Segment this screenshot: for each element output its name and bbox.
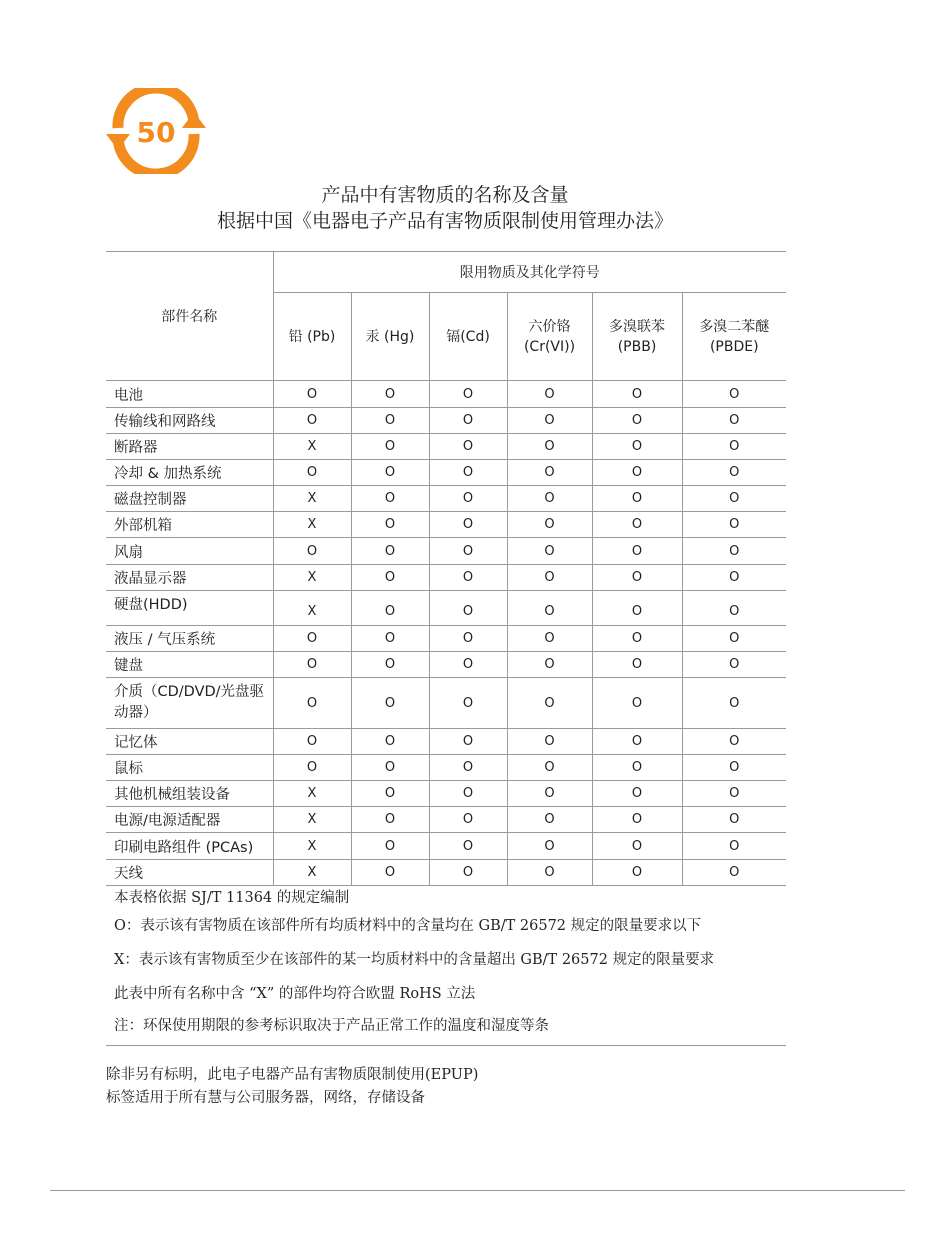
- substance-header: 六价铬 (Cr(VI)): [507, 293, 592, 381]
- table-row: [106, 538, 786, 565]
- compliance-mark-cell: O: [592, 512, 682, 538]
- compliance-mark-cell: O: [592, 565, 682, 591]
- compliance-mark-cell: O: [351, 626, 429, 652]
- table-row: [106, 781, 786, 807]
- table-row: [106, 434, 786, 460]
- part-name-cell: 液压 / 气压系统: [106, 626, 273, 652]
- compliance-mark-cell: O: [592, 781, 682, 807]
- compliance-mark-cell: O: [592, 755, 682, 781]
- compliance-mark-cell: O: [273, 729, 351, 755]
- compliance-mark-cell: O: [273, 408, 351, 434]
- compliance-mark-cell: X: [273, 565, 351, 591]
- substance-group-header: 限用物质及其化学符号: [273, 252, 786, 293]
- compliance-mark-cell: O: [351, 833, 429, 860]
- note-rohs: 此表中所有名称中含 “X” 的部件均符合欧盟 RoHS 立法: [114, 986, 476, 1002]
- part-name-cell: 液晶显示器: [106, 565, 273, 591]
- compliance-mark-cell: O: [592, 460, 682, 486]
- compliance-mark-cell: O: [507, 408, 592, 434]
- compliance-mark-cell: O: [273, 381, 351, 408]
- compliance-mark-cell: O: [429, 565, 507, 591]
- compliance-mark-cell: O: [507, 434, 592, 460]
- compliance-mark-cell: O: [682, 652, 786, 678]
- compliance-mark-cell: O: [507, 381, 592, 408]
- compliance-mark-cell: O: [273, 626, 351, 652]
- compliance-mark-cell: X: [273, 591, 351, 626]
- note-x-meaning: X：表示该有害物质至少在该部件的某一均质材料中的含量超出 GB/T 26572 规定的限量要求: [114, 952, 715, 968]
- compliance-mark-cell: O: [351, 538, 429, 565]
- part-name-cell: 断路器: [106, 434, 273, 460]
- compliance-mark-cell: O: [682, 381, 786, 408]
- compliance-mark-cell: O: [592, 486, 682, 512]
- compliance-mark-cell: O: [682, 486, 786, 512]
- table-row: [106, 381, 786, 408]
- compliance-mark-cell: O: [592, 729, 682, 755]
- compliance-mark-cell: O: [351, 591, 429, 626]
- compliance-mark-cell: O: [351, 860, 429, 886]
- compliance-mark-cell: O: [592, 860, 682, 886]
- table-row: [106, 512, 786, 538]
- part-name-cell: 风扇: [106, 538, 273, 565]
- compliance-mark-cell: O: [429, 860, 507, 886]
- part-name-cell: 记忆体: [106, 729, 273, 755]
- compliance-mark-cell: O: [273, 755, 351, 781]
- compliance-mark-cell: O: [592, 652, 682, 678]
- compliance-mark-cell: O: [507, 538, 592, 565]
- compliance-mark-cell: O: [682, 591, 786, 626]
- compliance-mark-cell: O: [507, 486, 592, 512]
- note-environment: 注：环保使用期限的参考标识取决于产品正常工作的温度和湿度等条: [114, 1018, 549, 1034]
- compliance-mark-cell: O: [682, 729, 786, 755]
- compliance-mark-cell: O: [429, 678, 507, 729]
- part-name-cell: 介质（CD/DVD/光盘驱动器）: [106, 678, 273, 729]
- compliance-mark-cell: O: [682, 860, 786, 886]
- compliance-mark-cell: O: [507, 755, 592, 781]
- part-name-cell: 鼠标: [106, 755, 273, 781]
- compliance-mark-cell: O: [429, 512, 507, 538]
- compliance-mark-cell: O: [429, 729, 507, 755]
- compliance-mark-cell: O: [592, 381, 682, 408]
- table-row: [106, 860, 786, 886]
- part-name-cell: 传输线和网路线: [106, 408, 273, 434]
- compliance-mark-cell: O: [351, 408, 429, 434]
- part-name-cell: 天线: [106, 860, 273, 886]
- compliance-mark-cell: O: [592, 833, 682, 860]
- compliance-mark-cell: O: [507, 565, 592, 591]
- compliance-mark-cell: X: [273, 833, 351, 860]
- compliance-mark-cell: O: [507, 833, 592, 860]
- table-row: [106, 833, 786, 860]
- compliance-mark-cell: O: [429, 381, 507, 408]
- compliance-mark-cell: O: [682, 807, 786, 833]
- compliance-mark-cell: O: [429, 408, 507, 434]
- part-name-cell: 外部机箱: [106, 512, 273, 538]
- part-name-cell: 其他机械组装设备: [106, 781, 273, 807]
- compliance-mark-cell: O: [429, 781, 507, 807]
- compliance-mark-cell: O: [592, 626, 682, 652]
- table-row: [106, 652, 786, 678]
- compliance-mark-cell: O: [351, 807, 429, 833]
- compliance-mark-cell: O: [507, 626, 592, 652]
- compliance-mark-cell: O: [507, 781, 592, 807]
- part-name-cell: 电源/电源适配器: [106, 807, 273, 833]
- compliance-mark-cell: O: [429, 652, 507, 678]
- compliance-mark-cell: O: [429, 833, 507, 860]
- part-name-cell: 磁盘控制器: [106, 486, 273, 512]
- footer-text: [106, 1064, 478, 1110]
- table-row: [106, 591, 786, 626]
- compliance-mark-cell: O: [592, 678, 682, 729]
- compliance-mark-cell: O: [351, 512, 429, 538]
- notes-block: [106, 887, 786, 1046]
- compliance-mark-cell: O: [273, 678, 351, 729]
- compliance-mark-cell: O: [507, 512, 592, 538]
- compliance-mark-cell: X: [273, 781, 351, 807]
- compliance-mark-cell: O: [682, 512, 786, 538]
- compliance-mark-cell: O: [507, 652, 592, 678]
- table-row: [106, 626, 786, 652]
- page-subtitle: 根据中国《电器电子产品有害物质限制使用管理办法》: [216, 210, 673, 232]
- compliance-mark-cell: O: [351, 678, 429, 729]
- compliance-mark-cell: O: [507, 591, 592, 626]
- compliance-mark-cell: O: [429, 486, 507, 512]
- table-row: [106, 729, 786, 755]
- compliance-mark-cell: O: [592, 434, 682, 460]
- compliance-mark-cell: O: [682, 678, 786, 729]
- compliance-mark-cell: O: [682, 408, 786, 434]
- compliance-mark-cell: O: [682, 781, 786, 807]
- table-row: [106, 460, 786, 486]
- part-name-cell: 电池: [106, 381, 273, 408]
- compliance-mark-cell: O: [429, 755, 507, 781]
- compliance-mark-cell: O: [429, 591, 507, 626]
- compliance-mark-cell: O: [682, 626, 786, 652]
- compliance-mark-cell: O: [682, 833, 786, 860]
- table-row: [106, 408, 786, 434]
- compliance-mark-cell: O: [682, 538, 786, 565]
- compliance-mark-cell: X: [273, 860, 351, 886]
- compliance-mark-cell: X: [273, 434, 351, 460]
- compliance-mark-cell: O: [507, 807, 592, 833]
- substance-header: 汞 (Hg): [351, 293, 429, 381]
- compliance-mark-cell: O: [429, 460, 507, 486]
- compliance-mark-cell: O: [507, 729, 592, 755]
- compliance-mark-cell: O: [592, 538, 682, 565]
- compliance-mark-cell: O: [351, 652, 429, 678]
- substance-header: 镉(Cd): [429, 293, 507, 381]
- compliance-mark-cell: O: [351, 755, 429, 781]
- table-row: [106, 755, 786, 781]
- table-row: [106, 807, 786, 833]
- compliance-mark-cell: O: [351, 434, 429, 460]
- footer-line: 标签适用于所有慧与公司服务器，网络，存储设备: [106, 1090, 425, 1106]
- compliance-mark-cell: X: [273, 486, 351, 512]
- hazardous-substances-table: [106, 251, 786, 886]
- part-name-cell: 键盘: [106, 652, 273, 678]
- compliance-mark-cell: X: [273, 512, 351, 538]
- compliance-mark-cell: O: [507, 460, 592, 486]
- page-title: 产品中有害物质的名称及含量: [321, 184, 569, 206]
- compliance-mark-cell: O: [351, 565, 429, 591]
- compliance-mark-cell: O: [592, 408, 682, 434]
- part-name-cell: 冷却 & 加热系统: [106, 460, 273, 486]
- substance-header: 铅 (Pb): [273, 293, 351, 381]
- table-row: [106, 678, 786, 729]
- compliance-mark-cell: O: [429, 626, 507, 652]
- compliance-mark-cell: O: [507, 678, 592, 729]
- compliance-mark-cell: X: [273, 807, 351, 833]
- compliance-mark-cell: O: [682, 460, 786, 486]
- compliance-mark-cell: O: [429, 434, 507, 460]
- footer-line: 除非另有标明，此电子电器产品有害物质限制使用(EPUP): [106, 1067, 479, 1083]
- logo-number: 50: [136, 116, 176, 149]
- part-name-header: 部件名称: [106, 252, 273, 381]
- compliance-mark-cell: O: [351, 460, 429, 486]
- part-name-cell: 硬盘(HDD): [106, 591, 273, 626]
- efup-50-logo: [106, 88, 206, 174]
- compliance-mark-cell: O: [592, 807, 682, 833]
- compliance-mark-cell: O: [429, 538, 507, 565]
- compliance-mark-cell: O: [273, 652, 351, 678]
- compliance-mark-cell: O: [592, 591, 682, 626]
- compliance-mark-cell: O: [351, 781, 429, 807]
- note-o-meaning: O：表示该有害物质在该部件所有均质材料中的含量均在 GB/T 26572 规定的限量要求以下: [114, 918, 702, 934]
- substance-header: 多溴二苯醚 (PBDE): [682, 293, 786, 381]
- compliance-mark-cell: O: [273, 538, 351, 565]
- substance-header: 多溴联苯 (PBB): [592, 293, 682, 381]
- compliance-mark-cell: O: [351, 381, 429, 408]
- compliance-mark-cell: O: [351, 486, 429, 512]
- compliance-mark-cell: O: [682, 434, 786, 460]
- note-standard: 本表格依据 SJ/T 11364 的规定编制: [114, 890, 350, 906]
- compliance-mark-cell: O: [682, 755, 786, 781]
- compliance-mark-cell: O: [273, 460, 351, 486]
- table-row: [106, 486, 786, 512]
- compliance-mark-cell: O: [682, 565, 786, 591]
- part-name-cell: 印刷电路组件 (PCAs): [106, 833, 273, 860]
- table-row: [106, 565, 786, 591]
- compliance-mark-cell: O: [429, 807, 507, 833]
- compliance-mark-cell: O: [351, 729, 429, 755]
- bottom-divider: [50, 1190, 905, 1191]
- compliance-mark-cell: O: [507, 860, 592, 886]
